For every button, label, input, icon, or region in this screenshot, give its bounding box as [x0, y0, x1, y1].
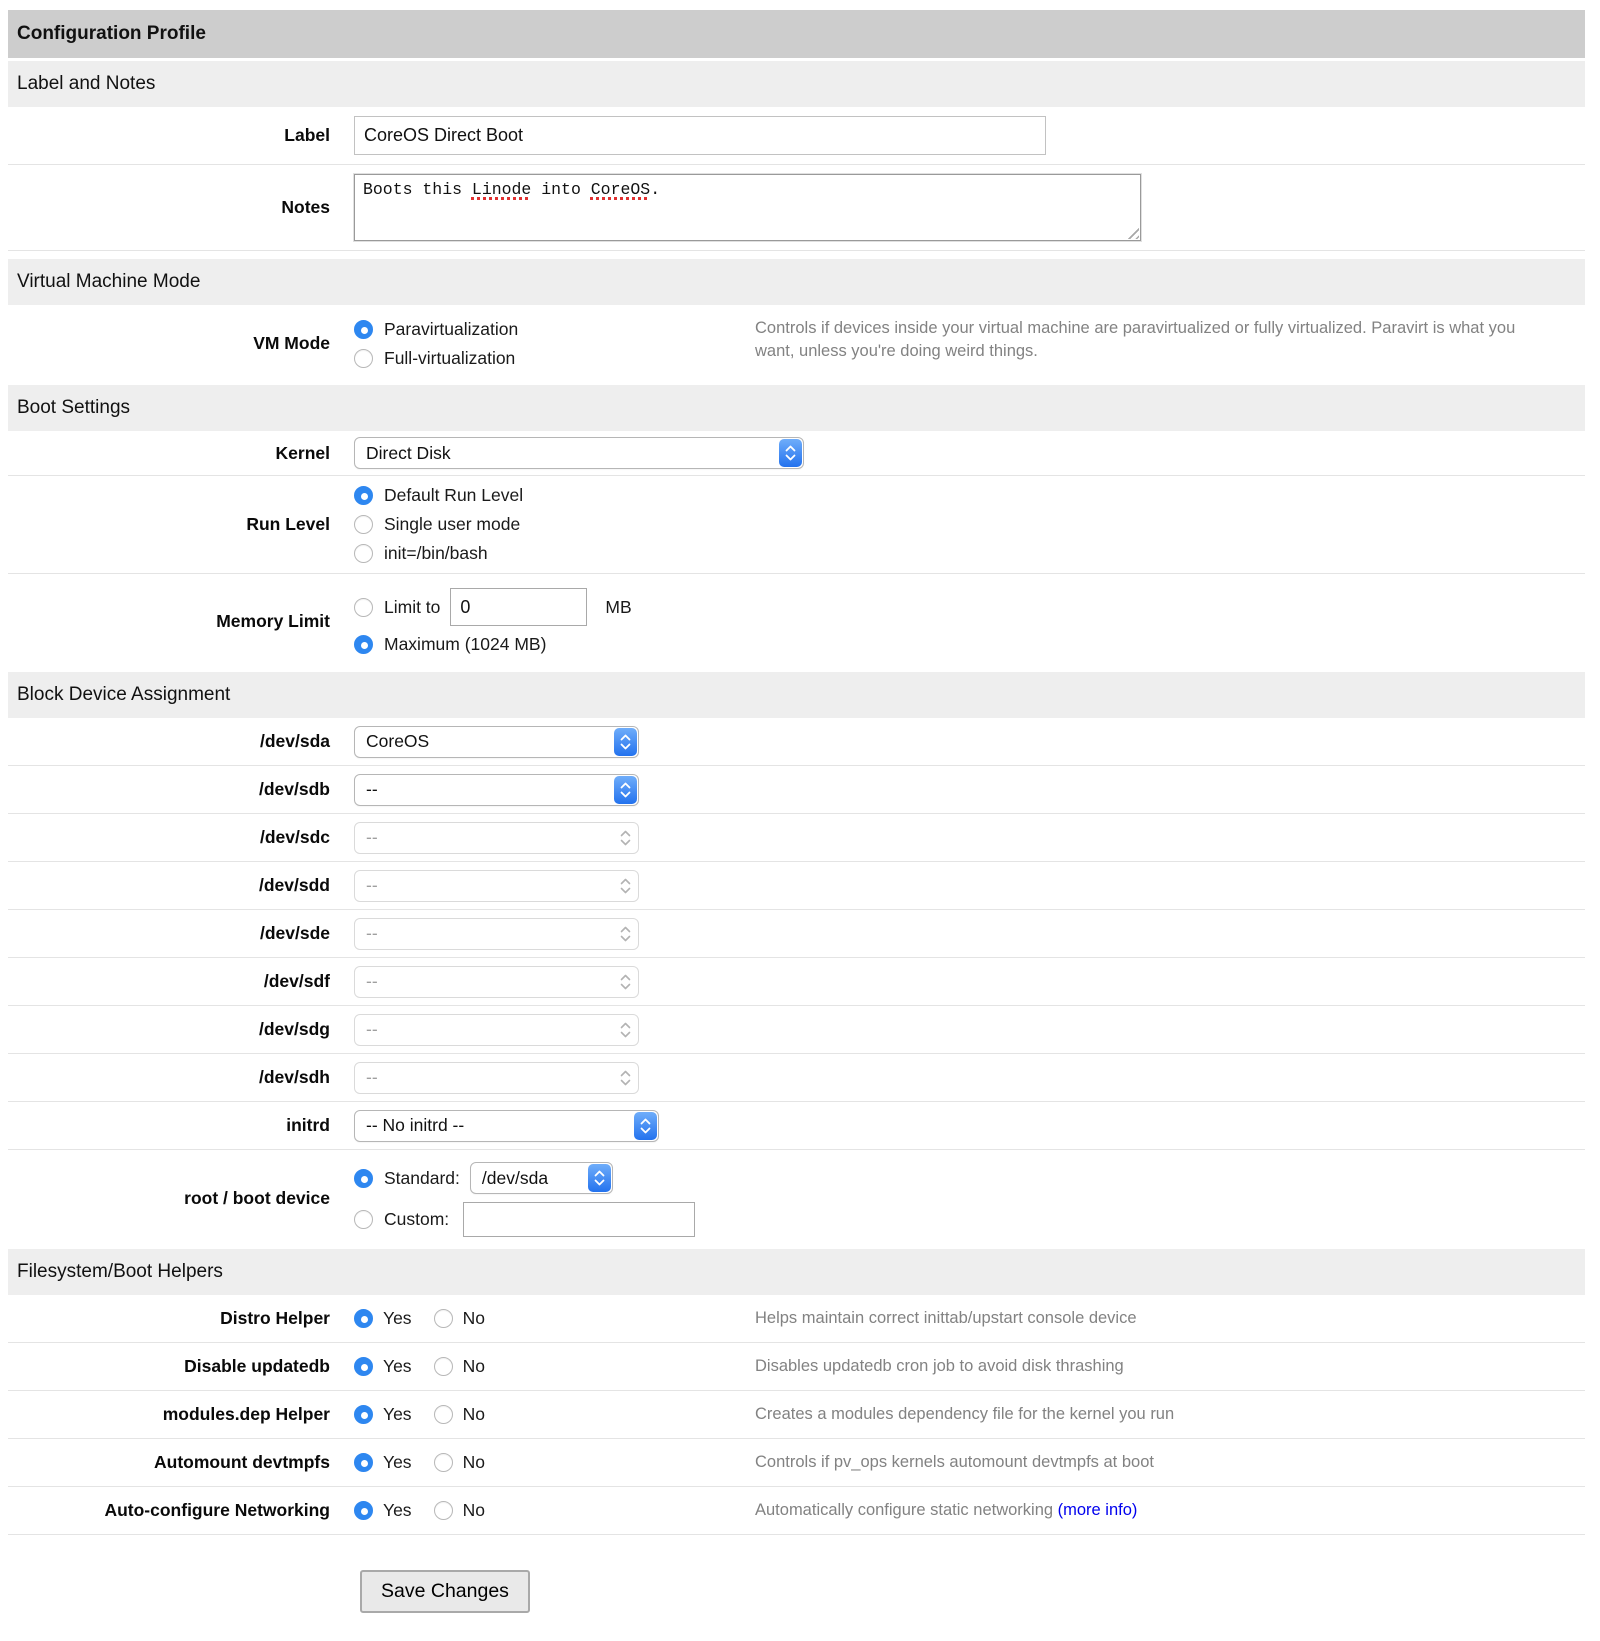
chevron-up-icon — [785, 445, 796, 452]
label-field-label: Label — [284, 125, 330, 145]
textarea-resize-handle-icon[interactable] — [1125, 225, 1139, 239]
dev-sdc-select — [354, 822, 639, 854]
section-header-boot-settings: Boot Settings — [8, 385, 1585, 431]
dev-sdh-row — [8, 1054, 1585, 1102]
dev-sdd-row — [8, 862, 1585, 910]
modules-dep-help-text: Creates a modules dependency file for the kernel you run — [755, 1405, 1175, 1424]
no-label: No — [462, 1356, 485, 1376]
memory-unit-label: MB — [605, 596, 632, 617]
radio-option-label: Single user mode — [384, 514, 521, 534]
section-header-vm-mode: Virtual Machine Mode — [8, 259, 1585, 305]
select-stepper-icon — [614, 776, 637, 804]
kernel-select[interactable] — [354, 437, 804, 469]
initrd-select[interactable] — [354, 1110, 659, 1142]
modules-dep-no-radio[interactable] — [434, 1405, 453, 1424]
notes-text-misspelled: CoreOS — [590, 180, 651, 199]
select-stepper-icon — [779, 439, 802, 467]
run-level-label: Run Level — [246, 514, 330, 534]
dev-sdb-row — [8, 766, 1585, 814]
distro-helper-row — [8, 1295, 1585, 1343]
notes-field-label: Notes — [281, 197, 330, 217]
chevron-down-icon — [594, 1179, 605, 1186]
dev-sdd-select-value: -- — [366, 875, 378, 895]
select-stepper-icon — [614, 1016, 637, 1044]
maximum-memory-radio[interactable] — [354, 635, 373, 654]
chevron-up-icon — [620, 1022, 631, 1029]
section-header-helpers: Filesystem/Boot Helpers — [8, 1249, 1585, 1295]
custom-root-radio[interactable] — [354, 1210, 373, 1229]
notes-text: Boots this — [363, 180, 472, 199]
memory-limit-input[interactable] — [450, 588, 587, 626]
distro-helper-label: Distro Helper — [220, 1308, 330, 1328]
dev-sdc-select-value: -- — [366, 827, 378, 847]
dev-sdh-select — [354, 1062, 639, 1094]
page-title: Configuration Profile — [8, 10, 1585, 58]
dev-sdd-select — [354, 870, 639, 902]
modules-dep-helper-row — [8, 1391, 1585, 1439]
kernel-select-value: Direct Disk — [366, 442, 451, 463]
dev-sda-select-value: CoreOS — [366, 731, 430, 751]
dev-sdg-row — [8, 1006, 1585, 1054]
chevron-up-icon — [620, 926, 631, 933]
memory-limit-row — [8, 574, 1585, 669]
form-footer — [8, 1535, 1585, 1613]
chevron-down-icon — [620, 887, 631, 894]
single-user-mode-radio[interactable] — [354, 515, 373, 534]
radio-option-label: Maximum (1024 MB) — [384, 634, 547, 654]
root-boot-device-row — [8, 1150, 1585, 1246]
save-changes-button[interactable]: Save Changes — [360, 1570, 530, 1613]
modules-dep-helper-label: modules.dep Helper — [162, 1404, 330, 1424]
dev-sde-label: /dev/sde — [259, 923, 330, 943]
chevron-down-icon — [620, 935, 631, 942]
chevron-up-icon — [620, 830, 631, 837]
dev-sdh-label: /dev/sdh — [259, 1067, 330, 1087]
root-device-select-value: /dev/sda — [481, 1167, 549, 1188]
dev-sdb-select[interactable] — [354, 774, 639, 806]
radio-option-label: Standard: — [384, 1167, 460, 1188]
dev-sdf-select-value: -- — [366, 971, 378, 991]
chevron-down-icon — [620, 1031, 631, 1038]
dev-sdf-label: /dev/sdf — [263, 971, 330, 991]
section-header-block-devices: Block Device Assignment — [8, 672, 1585, 718]
more-info-link[interactable]: (more info) — [1057, 1501, 1138, 1520]
disable-updatedb-help-text: Disables updatedb cron job to avoid disk thrashing — [755, 1357, 1124, 1376]
chevron-up-icon — [640, 1118, 651, 1125]
select-stepper-icon — [614, 824, 637, 852]
no-label: No — [462, 1452, 485, 1472]
yes-label: Yes — [383, 1308, 412, 1328]
dev-sde-row — [8, 910, 1585, 958]
auto-configure-networking-no-radio[interactable] — [434, 1501, 453, 1520]
automount-devtmpfs-label: Automount devtmpfs — [154, 1452, 330, 1472]
notes-row — [8, 165, 1585, 251]
yes-label: Yes — [383, 1452, 412, 1472]
kernel-row — [8, 431, 1585, 476]
radio-option-label: Full-virtualization — [384, 347, 516, 368]
dev-sdd-label: /dev/sdd — [259, 875, 330, 895]
notes-text: into — [531, 180, 591, 199]
configuration-profile-form — [8, 10, 1585, 1613]
section-header-label-and-notes: Label and Notes — [8, 61, 1585, 107]
select-stepper-icon — [614, 968, 637, 996]
dev-sdf-select — [354, 966, 639, 998]
limit-to-radio[interactable] — [354, 598, 373, 617]
init-bin-bash-radio[interactable] — [354, 544, 373, 563]
label-input-value: CoreOS Direct Boot — [364, 125, 524, 145]
dev-sdc-label: /dev/sdc — [259, 827, 330, 847]
select-stepper-icon — [614, 872, 637, 900]
notes-text: . — [650, 180, 661, 199]
chevron-down-icon — [620, 791, 631, 798]
chevron-up-icon — [620, 734, 631, 741]
select-stepper-icon — [614, 1064, 637, 1092]
dev-sdh-select-value: -- — [366, 1067, 378, 1087]
dev-sde-select-value: -- — [366, 923, 378, 943]
select-stepper-icon — [614, 920, 637, 948]
radio-option-label: init=/bin/bash — [384, 543, 488, 563]
memory-limit-input-value: 0 — [460, 596, 471, 617]
dev-sdb-select-value: -- — [366, 779, 378, 799]
chevron-up-icon — [620, 878, 631, 885]
kernel-label: Kernel — [275, 442, 330, 463]
disable-updatedb-no-radio[interactable] — [434, 1357, 453, 1376]
label-row — [8, 107, 1585, 165]
modules-dep-yes-radio[interactable] — [354, 1405, 373, 1424]
yes-label: Yes — [383, 1356, 412, 1376]
custom-root-input[interactable] — [463, 1202, 695, 1237]
distro-helper-yes-radio[interactable] — [354, 1309, 373, 1328]
automount-devtmpfs-yes-radio[interactable] — [354, 1453, 373, 1472]
chevron-down-icon — [640, 1127, 651, 1134]
automount-devtmpfs-no-radio[interactable] — [434, 1453, 453, 1472]
root-device-select[interactable] — [470, 1162, 613, 1194]
chevron-down-icon — [620, 1079, 631, 1086]
dev-sdg-label: /dev/sdg — [259, 1019, 330, 1039]
dev-sdg-select-value: -- — [366, 1019, 378, 1039]
notes-text-misspelled: Linode — [471, 180, 532, 199]
no-label: No — [462, 1500, 485, 1520]
notes-textarea[interactable] — [354, 174, 1141, 241]
chevron-up-icon — [620, 974, 631, 981]
label-input[interactable] — [354, 116, 1046, 155]
disable-updatedb-label: Disable updatedb — [184, 1356, 330, 1376]
no-label: No — [462, 1404, 485, 1424]
select-stepper-icon — [634, 1112, 657, 1140]
no-label: No — [462, 1308, 485, 1328]
automount-devtmpfs-row — [8, 1439, 1585, 1487]
dev-sdb-label: /dev/sdb — [259, 779, 330, 799]
chevron-up-icon — [620, 782, 631, 789]
radio-option-label: Paravirtualization — [384, 318, 519, 339]
vm-mode-row — [8, 305, 1585, 382]
radio-option-label: Limit to — [384, 596, 441, 617]
chevron-down-icon — [785, 454, 796, 461]
radio-option-label: Default Run Level — [384, 485, 524, 505]
initrd-label: initrd — [286, 1115, 330, 1135]
disable-updatedb-row — [8, 1343, 1585, 1391]
select-stepper-icon — [614, 728, 637, 756]
full-virtualization-radio[interactable] — [354, 349, 373, 368]
auto-configure-networking-row — [8, 1487, 1585, 1535]
root-boot-device-label: root / boot device — [184, 1187, 330, 1208]
auto-configure-networking-label: Auto-configure Networking — [104, 1500, 330, 1520]
select-stepper-icon — [588, 1164, 611, 1192]
yes-label: Yes — [383, 1500, 412, 1520]
dev-sdg-select — [354, 1014, 639, 1046]
initrd-select-value: -- No initrd -- — [366, 1115, 465, 1135]
vm-mode-label: VM Mode — [253, 333, 330, 353]
dev-sda-select[interactable] — [354, 726, 639, 758]
distro-helper-help-text: Helps maintain correct inittab/upstart console device — [755, 1309, 1137, 1328]
dev-sdf-row — [8, 958, 1585, 1006]
default-run-level-radio[interactable] — [354, 486, 373, 505]
vm-mode-help-text: Controls if devices inside your virtual machine are paravirtualized or fully virtualized. Paravirt is what you want, unless you're doing weird things. — [755, 319, 1516, 360]
chevron-up-icon — [594, 1170, 605, 1177]
chevron-down-icon — [620, 983, 631, 990]
initrd-row — [8, 1102, 1585, 1150]
auto-configure-networking-yes-radio[interactable] — [354, 1501, 373, 1520]
auto-configure-networking-help-text — [755, 1499, 1585, 1522]
help-text: Automatically configure static networking — [755, 1501, 1058, 1520]
automount-devtmpfs-help-text: Controls if pv_ops kernels automount devtmpfs at boot — [755, 1453, 1154, 1472]
chevron-down-icon — [620, 839, 631, 846]
disable-updatedb-yes-radio[interactable] — [354, 1357, 373, 1376]
dev-sde-select — [354, 918, 639, 950]
standard-root-radio[interactable] — [354, 1169, 373, 1188]
yes-label: Yes — [383, 1404, 412, 1424]
chevron-up-icon — [620, 1070, 631, 1077]
memory-limit-label: Memory Limit — [216, 611, 330, 631]
distro-helper-no-radio[interactable] — [434, 1309, 453, 1328]
dev-sdc-row — [8, 814, 1585, 862]
dev-sda-label: /dev/sda — [259, 731, 330, 751]
radio-option-label: Custom: — [384, 1208, 450, 1229]
chevron-down-icon — [620, 743, 631, 750]
paravirtualization-radio[interactable] — [354, 320, 373, 339]
run-level-row — [8, 476, 1585, 574]
dev-sda-row — [8, 718, 1585, 766]
